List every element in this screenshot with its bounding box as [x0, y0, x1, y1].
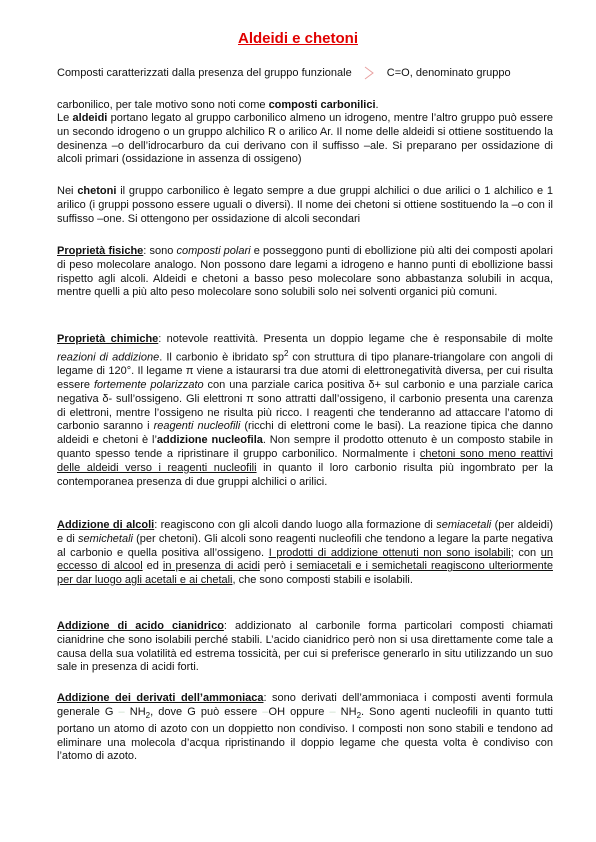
section-heading: Addizione di alcoli — [57, 519, 155, 531]
bold-term: aldeidi — [72, 112, 108, 124]
bold-term: composti carbonilici — [268, 99, 376, 111]
section-heading: Addizione dei derivati dell’ammoniaca — [57, 692, 264, 704]
intro-text-b: C=O, denominato gruppo — [386, 67, 511, 79]
intro-line-1 — [57, 66, 542, 80]
section-heading: Proprietà fisiche — [57, 245, 144, 257]
paragraph-chetoni: Nei chetoni il gruppo carbonilico è legato sempre a due gruppi alchilici o due arilici o 1 alchilico e 1 arilico (i gruppi possono essere uguali o diversi). Il nome dei chetoni si ottiene sostituendo la –o con il suffisso –one. Si ottengono per ossidazione di alcoli secondari — [57, 185, 553, 225]
paragraph-derivati-ammoniaca: Addizione dei derivati dell’ammoniaca: sono derivati dell’ammoniaca i composti aventi formula generale G – $NH_2$, dove G può essere –OH oppure – $NH_2$. Sono agenti nucleofili in quanto tutti portano un atomo di azoto con un doppietto non condiviso. I composti non sono stabili e tendono ad eliminare una molecola d’acqua ripristinando il doppio legame che questa volta è condiviso con l’atomo di azoto. — [57, 692, 553, 763]
section-heading: Proprietà chimiche — [57, 333, 159, 345]
intro-line-2: carbonilico, per tale motivo sono noti come composti carbonilici. — [57, 99, 379, 111]
bold-term: chetoni — [77, 185, 117, 197]
paragraph-acido-cianidrico: Addizione di acido cianidrico: addizionato al carbonile forma particolari composti chiamati cianidrine che sono isolabili perché stabili. L’acido cianidrico però non si usa direttamente come tale a causa della sua volatilità ed estrema tossicità, per cui si preferisce generarlo in situ utilizzando un suo sale in presenza di acidi forti. — [57, 620, 553, 674]
section-heading: Addizione di acido cianidrico — [57, 620, 224, 632]
paragraph-proprieta-chimiche: Proprietà chimiche: notevole reattività. Presenta un doppio legame che è responsabile di molte reazioni di addizione. Il carbonio è ibridato $sp^2$ con struttura di tipo planare-triangolare con angoli di legame di 120°. Il legame π viene a istaurarsi tra due atomi di elettronegatività diversa, per cui risulta essere fortemente polarizzato con una parziale carica positiva δ+ sul carbonio e una parziale carica negativa δ- sull’ossigeno. Gli elettroni π sono attratti dall’ossigeno, il carbonio presenta una carenza di elettroni, mentre l’ossigeno ne risulta più ricco. I reagenti che tenderanno ad attaccare l’atomo di carbonio saranno i reagenti nucleofili (ricchi di elettroni come le basi). La reazione tipica che danno aldeidi e chetoni è l’addizione nucleofila. Non sempre il prodotto ottenuto è un composto stabile in quanto spesso tende a ripristinare il gruppo carbonilico. Normalmente i chetoni sono meno reattivi delle aldeidi verso i reagenti nucleofili in quanto il loro carbonio risulta più ingombrato per la contemporanea presenza di due gruppi alchilici o arilici. — [57, 333, 554, 488]
carbonyl-bracket-icon — [361, 66, 387, 80]
bold-term: addizione nucleofila — [156, 434, 263, 447]
paragraph-addizione-alcoli: Addizione di alcoli: reagiscono con gli alcoli dando luogo alla formazione di semiacetali (per aldeidi) e di semichetali (per chetoni). Gli alcoli sono reagenti nucleofili che tendono a legare la parte negativa al carbonio e quella positiva all’ossigeno. I prodotti di addizione ottenuti non sono isolabili; con un eccesso di alcool ed in presenza di acidi però i semiacetali e i semichetali reagiscono ulteriormente per dar luogo agli acetali e ai chetali, che sono composti stabili e isolabili. — [57, 519, 554, 587]
paragraph-proprieta-fisiche: Proprietà fisiche: sono composti polari e posseggono punti di ebollizione più alti dei composti apolari di peso molecolare analogo. Non possono dare legami a idrogeno e hanno punti di ebollizione bassi rispetto agli alcoli. Aldeidi e chetoni a basso peso molecolare sono abbastanza solubili in acqua, mentre quelli a più alto peso molecolare sono solubili solo nei solventi organici più comuni. — [57, 245, 553, 299]
intro-text-a: Composti caratterizzati dalla presenza del gruppo funzionale — [57, 67, 352, 79]
page-title: Aldeidi e chetoni — [237, 30, 358, 47]
paragraph-aldeidi: Le aldeidi portano legato al gruppo carbonilico almeno un idrogeno, mentre l’altro gruppo può essere un secondo idrogeno o un gruppo alchilico R o arilico Ar. Il nome delle aldeidi si ottiene sostituendo la desinenza –o dell’idrocarburo da cui derivano con il suffisso –ale. Si preparano per ossidazione di alcoli primari (ossidazione in assenza di ossigeno) — [57, 112, 553, 166]
